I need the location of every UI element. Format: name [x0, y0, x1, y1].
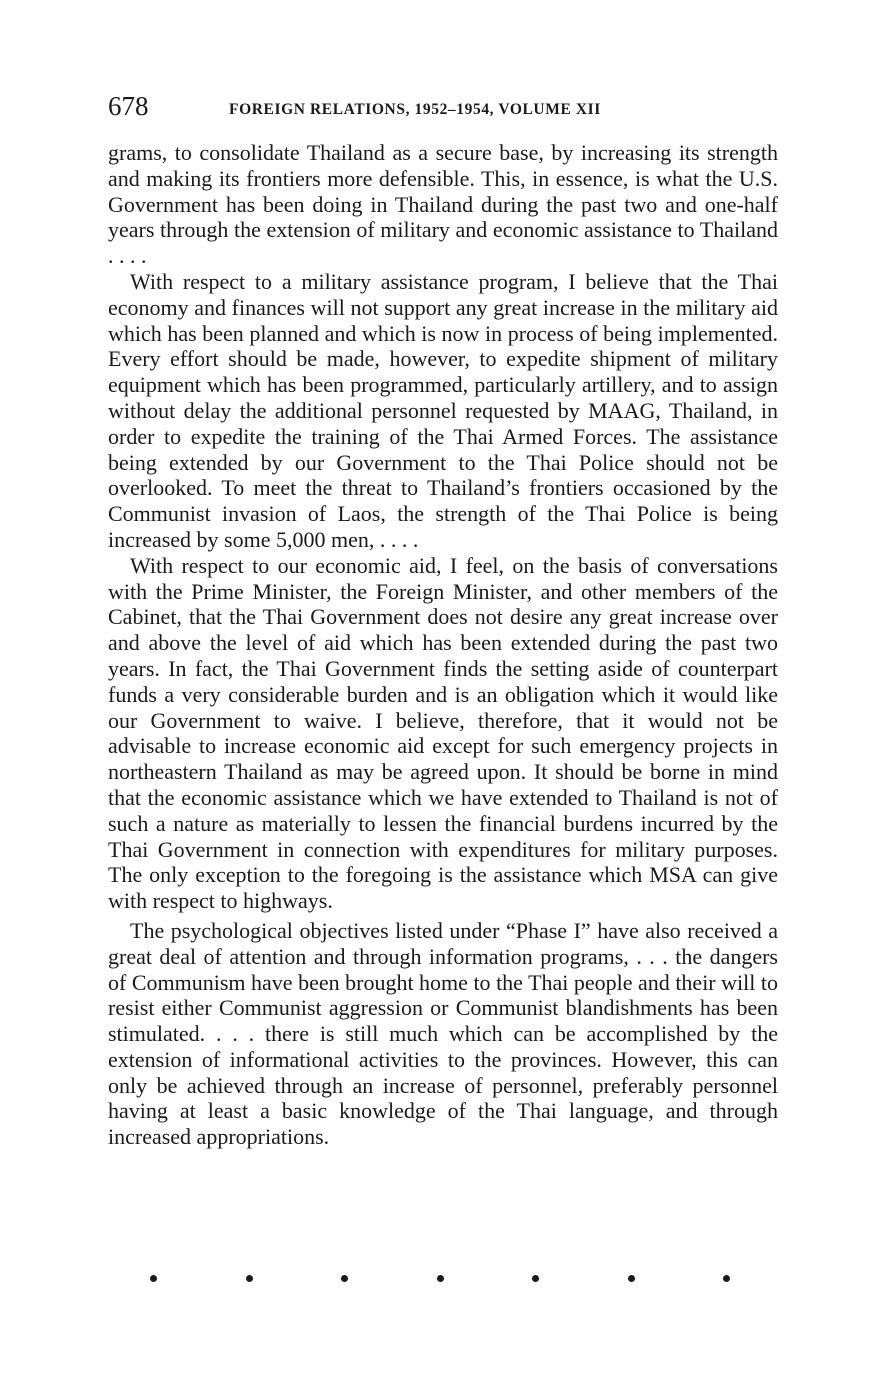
- page-header: [108, 88, 778, 128]
- paragraph-military-assistance: With respect to a military assistance program, I believe that the Thai economy and finances will not support any great increase in the military aid which has been planned and which is now in process of being implemented. Every effort should be made, however, to expedite shipment of military equipment which has been programmed, particularly artillery, and to assign without delay the additional personnel requested by MAAG, Thailand, in order to expedite the training of the Thai Armed Forces. The assistance being extended by our Government to the Thai Police should not be overlooked. To meet the threat to Thailand’s frontiers occasioned by the Communist invasion of Laos, the strength of the Thai Police is being increased by some 5,000 men, . . . .: [108, 268, 778, 552]
- page-number: 678: [108, 91, 149, 121]
- body-text: [108, 140, 778, 1150]
- ellipsis-dot: [532, 1275, 539, 1282]
- ellipsis-dot: [246, 1275, 253, 1282]
- ellipsis-dot: [341, 1275, 348, 1282]
- ellipsis-dot: [723, 1275, 730, 1282]
- omission-ellipsis: [150, 1268, 730, 1288]
- paragraph-continued: grams, to consolidate Thailand as a secure base, by increasing its strength and making its frontiers more defensible. This, in essence, is what the U.S. Government has been doing in Thailand during the past two and one-half years through the extension of military and economic assistance to Thailand . . . .: [108, 140, 778, 269]
- running-head: FOREIGN RELATIONS, 1952–1954, VOLUME XII: [229, 101, 601, 118]
- paragraph-psychological-objectives: The psychological objectives listed under “Phase I” have also received a great deal of attention and through information programs, . . . the dangers of Communism have been brought home to the Thai people and their will to resist either Communist aggression or Communist blandishments has been stimulated. . . . there is still much which can be accomplished by the extension of informational activities to the provinces. However, this can only be achieved through an increase of personnel, preferably personnel having at least a basic knowledge of the Thai language, and through increased appropriations.: [108, 917, 778, 1150]
- ellipsis-dot: [628, 1275, 635, 1282]
- paragraph-economic-aid: With respect to our economic aid, I feel, on the basis of conversations with the Prime Minister, the Foreign Minister, and other members of the Cabinet, that the Thai Government does not desire any great increase over and above the level of aid which has been extended during the past two years. In fact, the Thai Government finds the setting aside of counterpart funds a very considerable burden and is an obligation which it would like our Government to waive. I believe, therefore, that it would not be advisable to increase economic aid except for such emergency projects in northeastern Thailand as may be agreed upon. It should be borne in mind that the economic assistance which we have extended to Thailand is not of such a nature as materially to lessen the financial burdens incurred by the Thai Government in connection with expenditures for military purposes. The only exception to the foregoing is the assistance which MSA can give with respect to highways.: [108, 552, 778, 914]
- ellipsis-dot: [437, 1275, 444, 1282]
- ellipsis-dot: [150, 1275, 157, 1282]
